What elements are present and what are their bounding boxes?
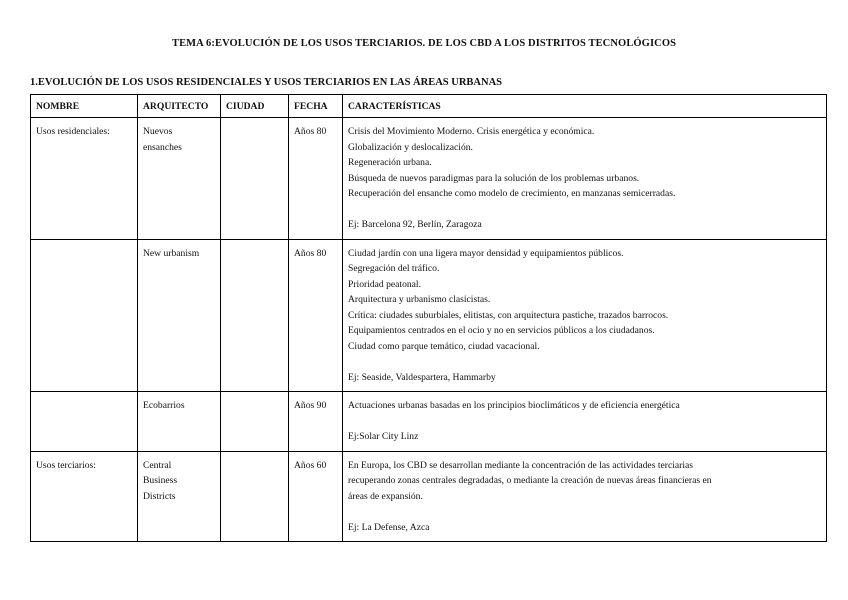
- arquitecto-line: Nuevos: [143, 126, 173, 137]
- header-fecha: FECHA: [289, 95, 343, 118]
- ejemplo-line: Ej:Solar City Linz: [348, 431, 419, 442]
- header-nombre: NOMBRE: [31, 95, 138, 118]
- cell-arquitecto: [138, 451, 221, 542]
- caracteristica-line: Búsqueda de nuevos paradigmas para la solución de los problemas urbanos.: [348, 172, 640, 184]
- caracteristica-line: áreas de expansión.: [348, 490, 423, 502]
- caracteristica-line: Prioridad peatonal.: [348, 278, 421, 290]
- spacer: [348, 504, 821, 520]
- cell-fecha: Años 80: [289, 239, 343, 392]
- arquitecto-line: Central: [143, 459, 172, 471]
- caracteristica-line: Crítica: ciudades suburbiales, elitistas, con arquitectura pastiche, trazados barrocos.: [348, 309, 669, 321]
- cell-fecha: Años 90: [289, 392, 343, 452]
- table-row: [31, 118, 827, 240]
- table-body: [31, 118, 827, 542]
- spacer: [348, 414, 821, 430]
- caracteristica-line: Crisis del Movimiento Moderno. Crisis energética y económica.: [348, 126, 595, 137]
- cell-caracteristicas: [343, 118, 827, 240]
- table-row: [31, 451, 827, 542]
- cell-nombre: Usos terciarios:: [31, 451, 138, 542]
- caracteristica-line: Recuperación del ensanche como modelo de crecimiento, en manzanas semicerradas.: [348, 188, 676, 199]
- cell-nombre: [31, 392, 138, 452]
- arquitecto-line: Ecobarrios: [143, 400, 185, 411]
- caracteristica-line: Regeneración urbana.: [348, 157, 432, 168]
- spacer: [348, 202, 821, 218]
- arquitecto-line: ensanches: [143, 141, 182, 153]
- cell-caracteristicas: [343, 239, 827, 392]
- caracteristica-line: En Europa, los CBD se desarrollan mediante la concentración de las actividades terciarias: [348, 459, 693, 471]
- document-title: TEMA 6:EVOLUCIÓN DE LOS USOS TERCIARIOS. DE LOS CBD A LOS DISTRITOS TECNOLÓGICOS: [171, 38, 677, 49]
- arquitecto-line: Business: [143, 475, 178, 486]
- arquitecto-line: New urbanism: [143, 247, 200, 259]
- header-arquitecto: ARQUITECTO: [138, 95, 221, 118]
- cell-nombre: [31, 239, 138, 392]
- cell-ciudad: [221, 118, 289, 240]
- arquitecto-line: Districts: [143, 490, 176, 502]
- caracteristica-line: Arquitectura y urbanismo clasicistas.: [348, 294, 491, 305]
- caracteristica-line: Globalización y deslocalización.: [348, 141, 473, 153]
- ejemplo-line: Ej: Seaside, Valdespartera, Hammarby: [348, 371, 496, 383]
- cell-caracteristicas: [343, 451, 827, 542]
- table-row: [31, 392, 827, 452]
- cell-arquitecto: [138, 392, 221, 452]
- header-ciudad: CIUDAD: [221, 95, 289, 118]
- cell-fecha: Años 80: [289, 118, 343, 240]
- caracteristica-line: Ciudad jardín con una ligera mayor densidad y equipamientos públicos.: [348, 247, 624, 259]
- caracteristica-line: Actuaciones urbanas basadas en los principios bioclimáticos y de eficiencia energética: [348, 400, 680, 411]
- cell-ciudad: [221, 451, 289, 542]
- cell-arquitecto: [138, 239, 221, 392]
- table-header-row: [31, 95, 827, 118]
- cell-caracteristicas: [343, 392, 827, 452]
- table-row: [31, 239, 827, 392]
- uses-table: [30, 94, 827, 542]
- spacer: [348, 354, 821, 370]
- header-caracteristicas: CARACTERÍSTICAS: [343, 95, 827, 118]
- caracteristica-line: Ciudad como parque temático, ciudad vacacional.: [348, 340, 540, 352]
- section-heading: 1.EVOLUCIÓN DE LOS USOS RESIDENCIALES Y USOS TERCIARIOS EN LAS ÁREAS URBANAS: [30, 77, 503, 88]
- caracteristica-line: recuperando zonas centrales degradadas, o mediante la creación de nuevas áreas financieras en: [348, 475, 712, 486]
- cell-nombre: Usos residenciales:: [31, 118, 138, 240]
- cell-arquitecto: [138, 118, 221, 240]
- ejemplo-line: Ej: La Defense, Azca: [348, 521, 430, 533]
- cell-ciudad: [221, 392, 289, 452]
- caracteristica-line: Segregación del tráfico.: [348, 263, 440, 274]
- caracteristica-line: Equipamientos centrados en el ocio y no en servicios públicos a los ciudadanos.: [348, 325, 655, 336]
- cell-fecha: Años 60: [289, 451, 343, 542]
- ejemplo-line: Ej: Barcelona 92, Berlín, Zaragoza: [348, 219, 482, 230]
- cell-ciudad: [221, 239, 289, 392]
